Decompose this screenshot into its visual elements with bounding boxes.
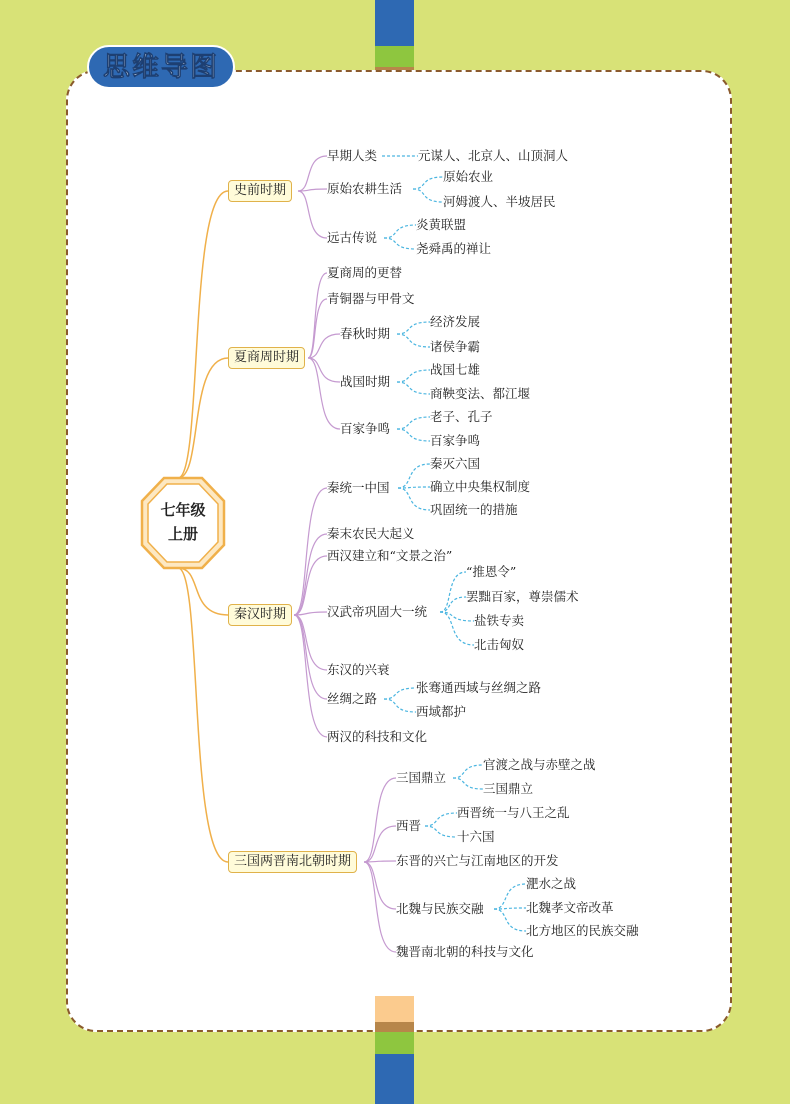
leaf-node: 原始农业 bbox=[443, 169, 494, 184]
leaf-node: 官渡之战与赤壁之战 bbox=[483, 757, 596, 772]
branch-qin-han: 秦汉时期 bbox=[228, 604, 292, 626]
center-line-2: 上册 bbox=[167, 525, 198, 543]
leaf-node: 淝水之战 bbox=[526, 876, 577, 891]
leaf-node: 商鞅变法、都江堰 bbox=[430, 386, 531, 401]
leaf-node: 盐铁专卖 bbox=[474, 613, 525, 628]
leaf-connector bbox=[397, 382, 430, 394]
leaf-node: 河姆渡人、半坡居民 bbox=[443, 194, 556, 209]
leaf-node: 战国七雄 bbox=[430, 362, 481, 377]
leaf-connector bbox=[440, 572, 466, 612]
leaf-node: 西域都护 bbox=[416, 704, 467, 719]
leaf-connector bbox=[494, 909, 526, 931]
leaf-node: 三国鼎立 bbox=[483, 781, 534, 796]
leaf-node: 北击匈奴 bbox=[474, 637, 525, 652]
sub-connector bbox=[294, 534, 327, 615]
page-title: 思维导图 bbox=[103, 52, 219, 83]
sub-connector bbox=[298, 191, 327, 238]
branch-xia-shang-zhou: 夏商周时期 bbox=[228, 347, 305, 369]
sub-node: 三国鼎立 bbox=[396, 770, 447, 785]
branch-connector bbox=[178, 191, 228, 478]
leaf-node: 北魏孝文帝改革 bbox=[526, 900, 614, 915]
branch-connector bbox=[178, 568, 228, 862]
sub-node: 战国时期 bbox=[340, 374, 391, 389]
leaf-connector bbox=[425, 826, 457, 837]
leaf-node: 西晋统一与八王之乱 bbox=[457, 805, 570, 820]
leaf-connector bbox=[397, 322, 430, 334]
sub-node: 夏商周的更替 bbox=[327, 265, 403, 280]
branch-connector bbox=[178, 358, 228, 478]
sub-node: 青铜器与甲骨文 bbox=[327, 291, 415, 306]
sub-node: 北魏与民族交融 bbox=[396, 901, 484, 916]
sub-connector bbox=[364, 778, 396, 862]
sub-connector bbox=[364, 826, 396, 862]
leaf-connector bbox=[384, 225, 416, 238]
leaf-node: 秦灭六国 bbox=[430, 456, 481, 471]
leaf-node: 元谋人、北京人、山顶洞人 bbox=[418, 148, 569, 163]
sub-connector bbox=[294, 556, 327, 615]
branch-connector bbox=[178, 568, 228, 615]
leaf-connector bbox=[398, 488, 430, 510]
leaf-connector bbox=[413, 177, 443, 189]
sub-node: 两汉的科技和文化 bbox=[327, 729, 428, 744]
sub-node: 远古传说 bbox=[327, 230, 378, 245]
branch-prehistoric: 史前时期 bbox=[228, 180, 292, 202]
leaf-connector bbox=[494, 908, 526, 909]
sub-connector bbox=[308, 299, 327, 358]
leaf-connector bbox=[440, 597, 466, 612]
sub-node: 东晋的兴亡与江南地区的开发 bbox=[396, 853, 559, 868]
leaf-connector bbox=[384, 688, 416, 699]
sub-connector bbox=[308, 358, 340, 429]
sub-node: 百家争鸣 bbox=[340, 421, 391, 436]
sub-node: 秦统一中国 bbox=[327, 480, 390, 495]
leaf-connector bbox=[397, 334, 430, 347]
sub-connector bbox=[364, 862, 396, 909]
leaf-node: 确立中央集权制度 bbox=[430, 479, 531, 494]
leaf-node: 诸侯争霸 bbox=[430, 339, 481, 354]
leaf-node: “推恩令” bbox=[466, 564, 517, 579]
sub-node: 秦末农民大起义 bbox=[327, 526, 415, 541]
leaf-node: 老子、孔子 bbox=[430, 409, 493, 424]
leaf-node: 尧舜禹的禅让 bbox=[416, 241, 492, 256]
center-line-1: 七年级 bbox=[160, 501, 206, 519]
leaf-connector bbox=[384, 699, 416, 712]
leaf-node: 北方地区的民族交融 bbox=[526, 923, 639, 938]
leaf-node: 张骞通西域与丝绸之路 bbox=[416, 680, 542, 695]
leaf-connector bbox=[413, 189, 443, 202]
sub-connector bbox=[298, 156, 327, 191]
sub-connector bbox=[294, 488, 327, 615]
sub-node: 西汉建立和“文景之治” bbox=[327, 548, 453, 563]
leaf-connector bbox=[440, 612, 474, 645]
leaf-connector bbox=[397, 429, 430, 441]
leaf-connector bbox=[453, 765, 483, 778]
leaf-connector bbox=[398, 487, 430, 488]
sub-node: 西晋 bbox=[396, 818, 422, 833]
leaf-node: 经济发展 bbox=[430, 314, 481, 329]
leaf-node: 百家争鸣 bbox=[430, 433, 481, 448]
leaf-connector bbox=[494, 884, 526, 909]
sub-node: 丝绸之路 bbox=[327, 691, 378, 706]
sub-node: 汉武帝巩固大一统 bbox=[327, 604, 428, 619]
leaf-connector bbox=[397, 417, 430, 429]
leaf-connector bbox=[425, 813, 457, 826]
center-node-label bbox=[140, 498, 226, 546]
leaf-node: 十六国 bbox=[457, 829, 495, 844]
sub-node: 春秋时期 bbox=[340, 326, 391, 341]
leaf-node: 巩固统一的措施 bbox=[430, 502, 518, 517]
leaf-connector bbox=[384, 238, 416, 249]
sub-connector bbox=[364, 862, 396, 952]
leaf-node: 罢黜百家，尊崇儒术 bbox=[466, 589, 579, 604]
leaf-node: 炎黄联盟 bbox=[416, 217, 467, 232]
sub-node: 原始农耕生活 bbox=[327, 181, 403, 196]
sub-node: 东汉的兴衰 bbox=[327, 662, 390, 677]
sub-node: 魏晋南北朝的科技与文化 bbox=[396, 944, 534, 959]
leaf-connector bbox=[397, 370, 430, 382]
sub-node: 早期人类 bbox=[327, 148, 378, 163]
branch-three-kingdoms-to-northern-southern: 三国两晋南北朝时期 bbox=[228, 851, 357, 873]
sub-connector bbox=[294, 615, 327, 670]
leaf-connector bbox=[453, 778, 483, 789]
leaf-connector bbox=[398, 464, 430, 488]
